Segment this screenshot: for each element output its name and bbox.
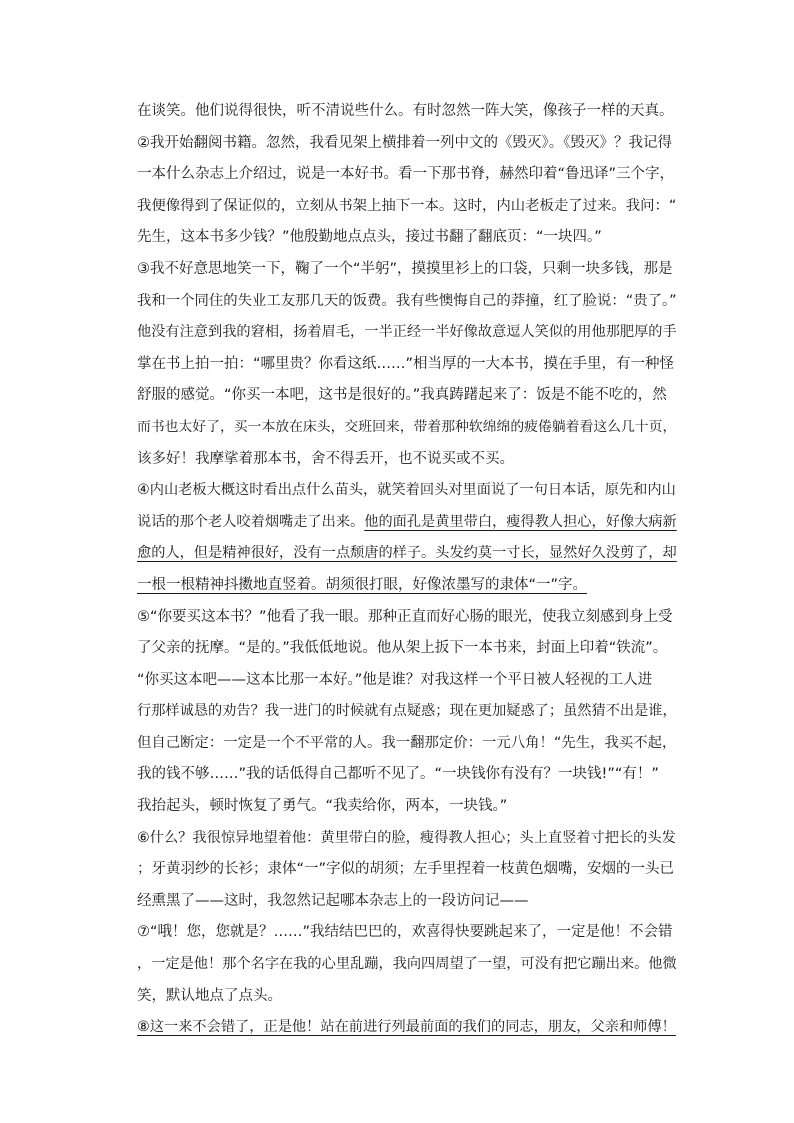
line-text: 在谈笑。他们说得很快，听不清说些什么。有时忽然一阵大笑，像孩子一样的天真。	[137, 103, 674, 119]
text-line	[137, 570, 677, 602]
text-line	[137, 191, 677, 223]
line-text: “你买这本吧——这本比那一本好。”他是谁？对我这样一个平日被人轻视的工人进	[137, 671, 653, 688]
line-text: ；牙黄羽纱的长衫；隶体“一”字似的胡须；左手里捏着一枝黄色烟嘴，安烟的一头已	[137, 861, 675, 878]
text-line	[137, 886, 677, 918]
line-text: 先生，这本书多少钱？”他殷勤地点点头，接过书翻了翻底页：“一块四。”	[137, 229, 602, 246]
line-text: 经熏黑了——这时，我忽然记起哪本杂志上的一段访问记——	[137, 892, 529, 909]
line-text: ③我不好意思地笑一下，鞠了一个“半躬”，摸摸里衫上的口袋，只剩一块多钱，那是	[137, 260, 673, 277]
line-text: 我和一个同住的失业工友那几天的饭费。我有些懊悔自己的莽撞，红了脸说：“贵了。”	[137, 292, 677, 309]
line-text: 该多好！我摩挲着那本书，舍不得丢开，也不说买或不买。	[137, 450, 514, 467]
text-line	[137, 475, 677, 507]
text-line	[137, 665, 677, 697]
underlined-passage: 一根一根精神抖擞地直竖着。胡须很打眼，好像浓墨写的隶体“一”字。	[137, 576, 588, 593]
article-text	[137, 96, 677, 1044]
line-text: 他没有注意到我的窘相，扬着眉毛，一半正经一半好像故意逗人笑似的用他那肥厚的手	[137, 324, 677, 341]
line-text: ④内山老板大概这时看出点什么苗头，就笑着回头对里面说了一句日本话，原先和内山	[137, 482, 676, 499]
text-line	[137, 633, 677, 665]
text-line	[137, 791, 677, 823]
line-text: 一本什么杂志上介绍过，说是一本好书。看一下那书脊，赫然印着“鲁迅译”三个字，	[137, 166, 675, 183]
line-text: ，一定是他！那个名字在我的心里乱蹦，我向四周望了一望，可没有把它蹦出来。他微	[137, 956, 677, 973]
text-line	[137, 412, 677, 444]
line-text: 我便像得到了保证似的，立刻从书架上抽下一本。这时，内山老板走了过来。我问：“	[137, 197, 677, 214]
line-text: 了父亲的抚摩。“是的。”我低低地说。他从架上扳下一本书来，封面上印着“铁流”。	[137, 640, 668, 657]
text-line	[137, 128, 677, 160]
line-text: 而书也太好了，买一本放在床头，交班回来，带着那种软绵绵的疲倦躺着看这么几十页，	[137, 418, 677, 435]
underlined-passage: ⑧这一来不会错了，正是他！站在前进行列最前面的我们的同志，朋友，父亲和师傅！	[137, 1019, 676, 1036]
line-text: ⑦“哦！您，您就是？……”我结结巴巴的，欢喜得快要跳起来了，一定是他！不会错	[137, 924, 673, 941]
line-text: 但自己断定：一定是一个不平常的人。我一翻那定价：一元八角！“先生，我买不起，	[137, 734, 677, 751]
text-line	[137, 854, 677, 886]
line-text: 我的钱不够……”我的话低得自己都听不见了。“一块钱你有没有？一块钱!”“有！”	[137, 766, 659, 783]
text-line	[137, 380, 677, 412]
text-line	[137, 349, 677, 381]
line-plain-part: 说话的那个老人咬着烟嘴走了出来。	[137, 513, 365, 530]
text-line	[137, 538, 677, 570]
text-line	[137, 759, 677, 791]
line-text: ②我开始翻阅书籍。忽然，我看见架上横排着一列中文的《毁灭》。《毁灭》？我记得	[137, 134, 672, 151]
line-text: 行那样诚恳的劝告？我一进门的时候就有点疑惑；现在更加疑惑了；虽然猜不出是谁，	[137, 703, 677, 720]
text-line	[137, 917, 677, 949]
text-line	[137, 696, 677, 728]
text-line	[137, 507, 677, 539]
text-line	[137, 949, 677, 981]
line-text: 舒服的感觉。“你买一本吧，这书是很好的。”我真踌躇起来了：饭是不能不吃的，然	[137, 387, 667, 404]
text-line	[137, 981, 677, 1013]
line-text: ⑤“你要买这本书？”他看了我一眼。那种正直而好心肠的眼光，使我立刻感到身上受	[137, 608, 673, 625]
text-line	[137, 823, 677, 855]
text-line	[137, 602, 677, 634]
text-line	[137, 1012, 677, 1044]
text-line	[137, 286, 677, 318]
text-line	[137, 317, 677, 349]
underlined-passage: 他的面孔是黄里带白，瘦得教人担心，好像大病新	[364, 513, 677, 530]
line-text: 笑，默认地点了点头。	[137, 987, 282, 1004]
line-text: 我抬起头，顿时恢复了勇气。“我卖给你，两本，一块钱。”	[137, 798, 508, 815]
text-line	[137, 159, 677, 191]
underlined-passage: 愈的人，但是精神很好，没有一点颓唐的样子。头发约莫一寸长，显然好久没剪了，却	[137, 545, 677, 562]
line-text: ⑥什么？我很惊异地望着他：黄里带白的脸，瘦得教人担心；头上直竖着寸把长的头发	[137, 829, 676, 846]
text-line	[137, 444, 677, 476]
text-line	[137, 254, 677, 286]
line-text: 掌在书上拍一拍：“哪里贵？你看这纸……”相当厚的一大本书，摸在手里，有一种怪	[137, 355, 675, 372]
text-line	[137, 728, 677, 760]
text-line	[137, 222, 677, 254]
text-line	[137, 96, 677, 128]
